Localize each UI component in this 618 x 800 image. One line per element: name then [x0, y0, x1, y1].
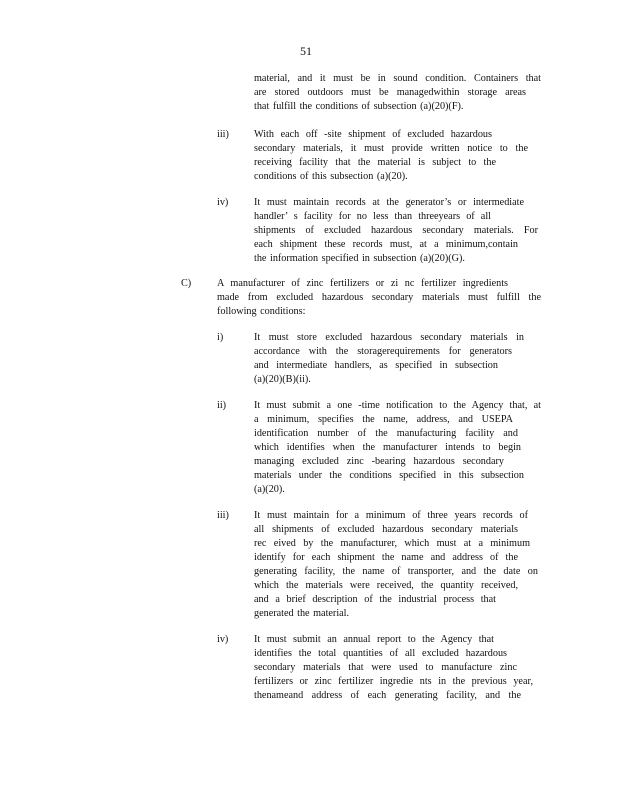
paragraph-line: and intermediate handlers, as specified in subsection	[254, 360, 498, 371]
section-line: A manufacturer of zinc fertilizers or zi nc fertilizer ingredients	[217, 278, 508, 289]
item-marker: i)	[217, 332, 224, 343]
paragraph-line: It must store excluded hazardous secondary materials in	[254, 332, 524, 343]
paragraph-line: rec eived by the manufacturer, which must at a minimum	[254, 538, 530, 549]
item-marker: iii)	[217, 510, 229, 521]
paragraph-line: and a brief description of the industrial process that	[254, 594, 496, 605]
paragraph-line: fertilizers or zinc fertilizer ingredie nts in the previous year,	[254, 676, 533, 687]
paragraph-line: which identifies when the manufacturer intends to begin	[254, 442, 521, 453]
paragraph-line: receiving facility that the material is subject to the	[254, 157, 496, 168]
section-marker: C)	[181, 278, 192, 289]
page-number: 51	[300, 44, 312, 58]
continuation-line: that fulfill the conditions of subsection (a)(20)(F).	[254, 101, 464, 112]
paragraph-line: thenameand address of each generating facility, and the	[254, 690, 521, 701]
paragraph-line: a minimum, specifies the name, address, and USEPA	[254, 414, 513, 425]
paragraph-line: shipments of excluded hazardous secondary materials. For	[254, 225, 538, 236]
paragraph-line: (a)(20).	[254, 484, 285, 495]
paragraph-line: managing excluded zinc -bearing hazardous secondary	[254, 456, 504, 467]
paragraph-line: It must maintain records at the generator’s or intermediate	[254, 197, 524, 208]
item-marker: iii)	[217, 129, 229, 140]
item-marker: iv)	[217, 197, 229, 208]
section-line: following conditions:	[217, 306, 306, 317]
paragraph-line: materials under the conditions specified in this subsection	[254, 470, 524, 481]
paragraph-line: It must maintain for a minimum of three years records of	[254, 510, 528, 521]
paragraph-line: which the materials were received, the quantity received,	[254, 580, 518, 591]
paragraph-line: With each off -site shipment of excluded hazardous	[254, 129, 492, 140]
paragraph-line: identification number of the manufacturing facility and	[254, 428, 518, 439]
paragraph-line: handler’ s facility for no less than threeyears of all	[254, 211, 491, 222]
paragraph-line: secondary materials, it must provide written notice to the	[254, 143, 528, 154]
paragraph-line: It must submit a one -time notification to the Agency that, at	[254, 400, 541, 411]
paragraph-line: identify for each shipment the name and address of the	[254, 552, 518, 563]
paragraph-line: It must submit an annual report to the Agency that	[254, 634, 494, 645]
paragraph-line: generated the material.	[254, 608, 350, 619]
continuation-line: are stored outdoors must be managedwithin storage areas	[254, 87, 526, 98]
item-marker: iv)	[217, 634, 229, 645]
paragraph-line: each shipment these records must, at a minimum,contain	[254, 239, 518, 250]
paragraph-line: generating facility, the name of transporter, and the date on	[254, 566, 538, 577]
section-line: made from excluded hazardous secondary materials must fulfill the	[217, 292, 541, 303]
paragraph-line: (a)(20)(B)(ii).	[254, 374, 311, 385]
item-marker: ii)	[217, 400, 227, 411]
paragraph-line: accordance with the storagerequirements for generators	[254, 346, 512, 357]
paragraph-line: identifies the total quantities of all excluded hazardous	[254, 648, 507, 659]
continuation-line: material, and it must be in sound condition. Containers that	[254, 73, 541, 84]
paragraph-line: all shipments of excluded hazardous secondary materials	[254, 524, 518, 535]
paragraph-line: secondary materials that were used to manufacture zinc	[254, 662, 517, 673]
paragraph-line: conditions of this subsection (a)(20).	[254, 171, 408, 182]
paragraph-line: the information specified in subsection (a)(20)(G).	[254, 253, 465, 264]
